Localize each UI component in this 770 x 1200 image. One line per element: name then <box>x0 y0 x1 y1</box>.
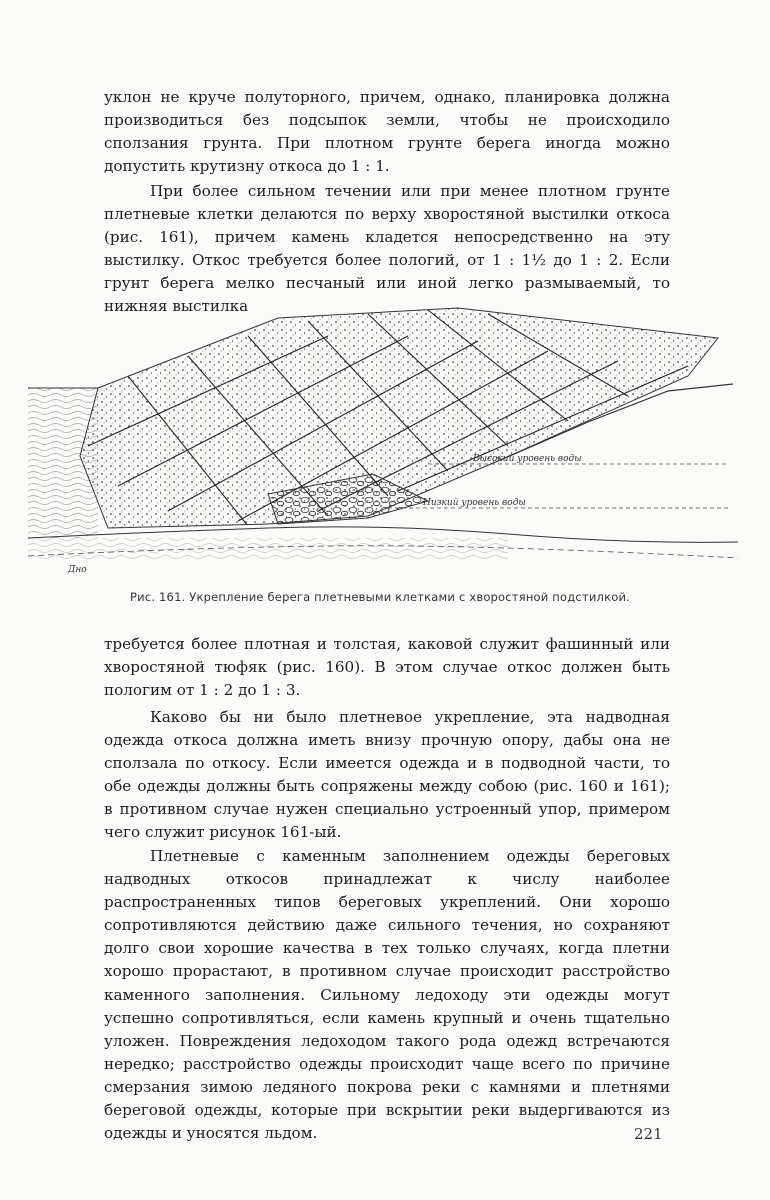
bottom-label: Дно <box>68 565 87 575</box>
page-number: 221 <box>634 1125 663 1143</box>
low-water-label: Низкий уровень воды <box>423 498 526 508</box>
paragraph-5: Плетневые с каменным заполнением одежды береговых надводных откосов принадлежат к числу наиболее распространенных типов береговых укреплений. Они хорошо сопротивляются действию даже сильного течения, но сохраняют долго свои хорошие качества в тех только случаях, когда плетни хорошо прорастают, в противном случае происходит расстройство каменного заполнения. Сильному ледоходу эти одежды могут успешно сопротивляться, если камень крупный и очень тщательно уложен. Повреждения ледоходом такого рода одежд встречаются нередко; расстройство одежды происходит чаще всего по причине смерзания зимою ледяного покрова реки с камнями и плетнями береговой одежды, которые при вскрытии реки выдергиваются из одежды и уносятся льдом. <box>104 847 670 1143</box>
riverbank-illustration <box>28 296 738 581</box>
paragraph-4: Каково бы ни было плетневое укрепление, эта надводная одежда откоса должна иметь внизу прочную опору, дабы она не сползала по откосу. Если имеется одежда и в подводной части, то обе одежды должны быть сопряжены между собою (рис. 160 и 161); в противном случае нужен специально устроенный упор, примером чего служит рисунок 161-ый. <box>104 708 670 842</box>
paragraph-2: При более сильном течении или при менее плотном грунте плетневые клетки делаются по верху хворостяной выстилки откоса (рис. 161), причем камень кладется непосредственно на эту выстилку. Откос требуется более пологий, от 1 : 1½ до 1 : 2. Если грунт берега мелко песчаный или иной легко размываемый, то нижняя выстилка <box>104 182 670 316</box>
water-left <box>28 388 98 538</box>
figure-caption: Рис. 161. Укрепление берега плетневыми клетками с хворостяной подстилкой. <box>130 590 630 604</box>
paragraph-1: уклон не круче полуторного, причем, однако, планировка должна производиться без подсыпок земли, чтобы не происходило сползания грунта. При плотном грунте берега иногда можно допустить крутизну откоса до 1 : 1. <box>104 88 670 176</box>
paragraph-3: требуется более плотная и толстая, каковой служит фашинный или хворостяной тюфяк (рис. 160). В этом случае откос должен быть пологим от 1 : 2 до 1 : 3. <box>104 635 670 700</box>
figure-161 <box>28 296 738 581</box>
high-water-label: Высокий уровень воды <box>473 454 582 464</box>
